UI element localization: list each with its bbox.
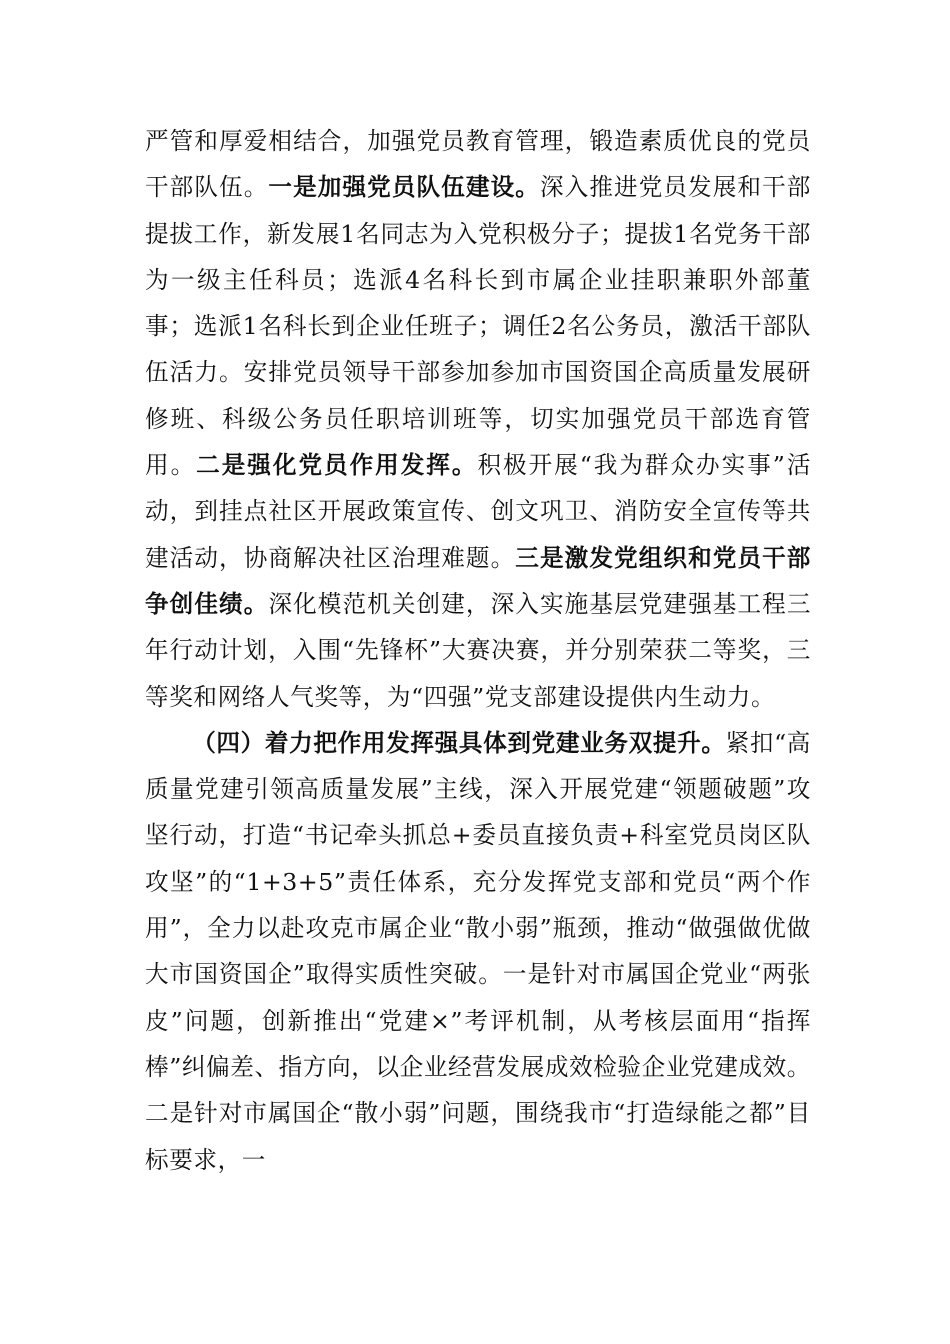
point-1-text: 深入推进党员发展和干部提拔工作，新发展1名同志为入党积极分子；提拔1名党务干部为一级主任科员；选派4名科长到市属企业挂职兼职外部董事；选派1名科长到企业任班子；调任2名公务员，激活干部队伍活力。安排党员领导干部参加参加市国资国企高质量发展研修班、科级公务员任职培训班等，切实加强党员干部选育管用。 [145, 173, 811, 480]
point-1-heading: 一是加强党员队伍建设。 [268, 173, 540, 202]
point-3-heading: 三是激发党组织和党员干部争创佳绩。 [145, 543, 812, 618]
paragraph-section-four [145, 720, 811, 1183]
section-four-text: 紧扣“高质量党建引领高质量发展”主线，深入开展党建“领题破题”攻坚行动，打造“书记牵头抓总+委员直接负责+科室党员岗区队攻坚”的“1+3+5”责任体系，充分发挥党支部和党员“两个作用”，全力以赴攻克市属企业“散小弱”瓶颈，推动“做强做优做大市国资国企”取得实质性突破。一是针对市属国企党业“两张皮”问题，创新推出“党建×”考评机制，从考核层面用“指挥棒”纠偏差、指方向，以企业经营发展成效检验企业党建成效。二是针对市属国企“散小弱”问题，围绕我市“打造绿能之都”目标要求，一 [145, 728, 811, 1174]
point-3-text: 深化模范机关创建，深入实施基层党建强基工程三年行动计划，入围“先锋杯”大赛决赛，并分别荣获二等奖，三等奖和网络人气奖等，为“四强”党支部建设提供内生动力。 [145, 589, 812, 711]
section-four-heading: （四）着力把作用发挥强具体到党建业务双提升。 [192, 728, 726, 757]
body-text [145, 118, 811, 1183]
paragraph-party-team-building [145, 118, 811, 720]
point-2-heading: 二是强化党员作用发挥。 [196, 451, 478, 480]
intro-sentence: 严管和厚爱相结合，加强党员教育管理，锻造素质优良的党员干部队伍。 [145, 127, 811, 202]
point-2-text: 积极开展“我为群众办实事”活动，到挂点社区开展政策宣传、创文巩卫、消防安全宣传等共建活动，协商解决社区治理难题。 [145, 451, 812, 572]
